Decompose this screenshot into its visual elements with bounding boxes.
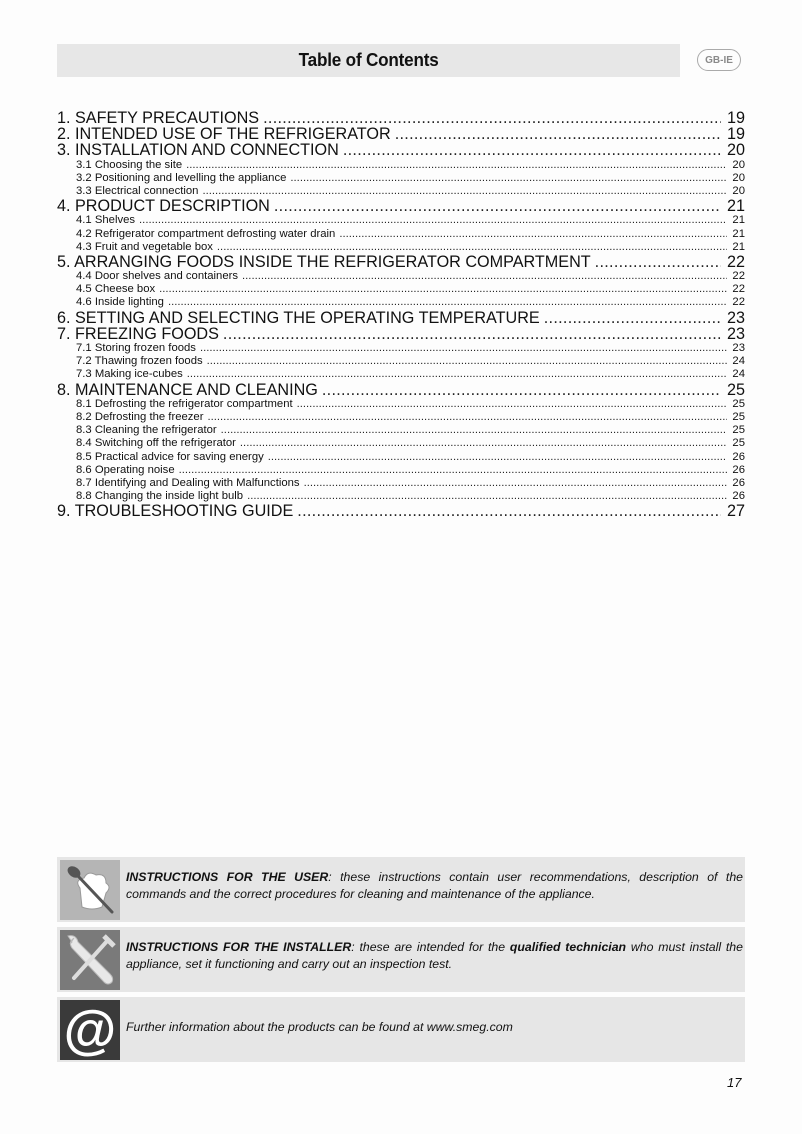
website-info-text: Further information about the products can be found at www.smeg.com bbox=[126, 1020, 513, 1034]
toc-page-number: 25 bbox=[726, 381, 745, 398]
toc-subsection[interactable] bbox=[57, 342, 745, 355]
toc-label: 3.2 Positioning and levelling the appliance bbox=[76, 171, 287, 184]
toc-page-number: 19 bbox=[726, 110, 745, 127]
toc-leader-dots bbox=[207, 355, 727, 368]
toc-subsection[interactable] bbox=[57, 172, 745, 185]
toc-leader-dots bbox=[200, 342, 727, 355]
installer-instructions-heading: INSTRUCTIONS FOR THE INSTALLER bbox=[126, 940, 352, 954]
toc-page-number: 20 bbox=[732, 158, 745, 171]
toc-label: 4.3 Fruit and vegetable box bbox=[76, 240, 213, 253]
table-of-contents bbox=[57, 110, 745, 519]
toc-section[interactable] bbox=[57, 310, 745, 326]
toc-subsection[interactable] bbox=[57, 477, 745, 490]
toc-subsection[interactable] bbox=[57, 398, 745, 411]
toc-page-number: 22 bbox=[732, 270, 745, 283]
qualified-technician-emphasis: qualified technician bbox=[509, 940, 627, 954]
installer-instructions-box bbox=[57, 927, 745, 992]
header-bar bbox=[57, 44, 680, 77]
toc-subsection[interactable] bbox=[57, 451, 745, 464]
toc-leader-dots bbox=[290, 172, 727, 185]
page-number: 17 bbox=[727, 1075, 742, 1090]
toc-leader-dots bbox=[240, 437, 727, 450]
toc-leader-dots bbox=[221, 424, 727, 437]
toc-label: 8.1 Defrosting the refrigerator compartment bbox=[76, 397, 293, 410]
toc-section[interactable] bbox=[57, 503, 745, 519]
toc-label: 9. TROUBLESHOOTING GUIDE bbox=[57, 503, 294, 520]
toc-page-number: 20 bbox=[732, 184, 745, 197]
user-instructions-body: : these instructions contain user recommendations, description of the commands and the correct procedures for cleaning and maintenance of the appliance. bbox=[126, 870, 743, 901]
toc-subsection[interactable] bbox=[57, 424, 745, 437]
toc-leader-dots bbox=[242, 270, 727, 283]
toc-section[interactable] bbox=[57, 198, 745, 214]
toc-leader-dots bbox=[322, 382, 721, 398]
user-instructions-heading: INSTRUCTIONS FOR THE USER bbox=[126, 870, 329, 884]
toc-subsection[interactable] bbox=[57, 411, 745, 424]
toc-label: 4.5 Cheese box bbox=[76, 283, 156, 296]
toc-page-number: 21 bbox=[732, 240, 745, 253]
user-instructions-box bbox=[57, 857, 745, 922]
toc-label: 7. FREEZING FOODS bbox=[57, 325, 219, 342]
toc-leader-dots bbox=[179, 464, 727, 477]
toc-page-number: 21 bbox=[732, 214, 745, 227]
toc-leader-dots bbox=[202, 185, 727, 198]
toc-leader-dots bbox=[395, 126, 721, 142]
toc-subsection[interactable] bbox=[57, 283, 745, 296]
toc-subsection[interactable] bbox=[57, 214, 745, 227]
toc-section[interactable] bbox=[57, 382, 745, 398]
toc-subsection[interactable] bbox=[57, 241, 745, 254]
toc-leader-dots bbox=[339, 228, 727, 241]
toc-label: 4.6 Inside lighting bbox=[76, 296, 164, 309]
toc-subsection[interactable] bbox=[57, 437, 745, 450]
toc-label: 7.3 Making ice-cubes bbox=[76, 368, 183, 381]
toc-label: 4.2 Refrigerator compartment defrosting water drain bbox=[76, 227, 336, 240]
toc-leader-dots bbox=[297, 503, 721, 519]
toc-page-number: 25 bbox=[732, 410, 745, 423]
toc-leader-dots bbox=[274, 198, 721, 214]
installer-text-part2: who must install the appliance, set it functioning and carry out an inspection test. bbox=[126, 940, 743, 971]
toc-label: 6. SETTING AND SELECTING THE OPERATING TEMPERATURE bbox=[57, 309, 540, 326]
toc-leader-dots bbox=[187, 368, 727, 381]
page-title: Table of Contents bbox=[298, 50, 439, 70]
toc-label: 5. ARRANGING FOODS INSIDE THE REFRIGERATOR COMPARTMENT bbox=[57, 253, 591, 271]
installer-instructions-text bbox=[120, 927, 745, 973]
toc-label: 1. SAFETY PRECAUTIONS bbox=[57, 110, 260, 127]
toc-section[interactable] bbox=[57, 126, 745, 142]
toc-page-number: 23 bbox=[726, 325, 745, 342]
toc-subsection[interactable] bbox=[57, 490, 745, 503]
toc-subsection[interactable] bbox=[57, 368, 745, 381]
toc-label: 4.1 Shelves bbox=[76, 214, 136, 227]
installer-text-part1: : these are intended for the bbox=[351, 940, 510, 954]
toc-section[interactable] bbox=[57, 110, 745, 126]
toc-page-number: 22 bbox=[732, 296, 745, 309]
toc-subsection[interactable] bbox=[57, 270, 745, 283]
at-sign-icon bbox=[60, 1000, 120, 1060]
toc-section[interactable] bbox=[57, 142, 745, 158]
toc-page-number: 22 bbox=[732, 283, 745, 296]
toc-page-number: 20 bbox=[732, 171, 745, 184]
toc-label: 8.6 Operating noise bbox=[76, 463, 175, 476]
toc-subsection[interactable] bbox=[57, 228, 745, 241]
toc-label: 8.8 Changing the inside light bulb bbox=[76, 490, 244, 503]
toc-page-number: 25 bbox=[732, 424, 745, 437]
toc-label: 8.3 Cleaning the refrigerator bbox=[76, 424, 217, 437]
toc-label: 8. MAINTENANCE AND CLEANING bbox=[57, 381, 318, 398]
toc-label: 8.5 Practical advice for saving energy bbox=[76, 450, 264, 463]
toc-page-number: 24 bbox=[732, 355, 745, 368]
toc-subsection[interactable] bbox=[57, 296, 745, 309]
toc-label: 3. INSTALLATION AND CONNECTION bbox=[57, 142, 339, 159]
toc-leader-dots bbox=[207, 411, 727, 424]
toc-label: 4. PRODUCT DESCRIPTION bbox=[57, 198, 270, 215]
toc-leader-dots bbox=[268, 451, 727, 464]
toc-label: 8.2 Defrosting the freezer bbox=[76, 410, 204, 423]
toc-leader-dots bbox=[139, 214, 727, 227]
toc-label: 8.4 Switching off the refrigerator bbox=[76, 437, 236, 450]
toc-page-number: 20 bbox=[726, 142, 745, 159]
toc-page-number: 26 bbox=[732, 450, 745, 463]
language-badge: GB-IE bbox=[697, 49, 741, 71]
toc-page-number: 24 bbox=[732, 368, 745, 381]
toc-label: 7.2 Thawing frozen foods bbox=[76, 355, 203, 368]
toc-label: 3.1 Choosing the site bbox=[76, 158, 183, 171]
toc-leader-dots bbox=[168, 296, 727, 309]
user-instructions-text bbox=[120, 857, 745, 903]
toc-label: 4.4 Door shelves and containers bbox=[76, 270, 239, 283]
toc-leader-dots bbox=[186, 159, 727, 172]
toc-label: 2. INTENDED USE OF THE REFRIGERATOR bbox=[57, 126, 391, 143]
toc-page-number: 25 bbox=[732, 437, 745, 450]
toc-leader-dots bbox=[263, 110, 721, 126]
toc-page-number: 25 bbox=[732, 397, 745, 410]
toc-leader-dots bbox=[343, 142, 721, 158]
toc-leader-dots bbox=[217, 241, 727, 254]
toc-page-number: 26 bbox=[732, 476, 745, 489]
toc-leader-dots bbox=[159, 283, 727, 296]
toc-subsection[interactable] bbox=[57, 355, 745, 368]
toc-page-number: 23 bbox=[726, 309, 745, 326]
toc-leader-dots bbox=[544, 310, 721, 326]
toc-leader-dots bbox=[247, 490, 727, 503]
toc-leader-dots bbox=[297, 398, 727, 411]
toc-page-number: 26 bbox=[732, 490, 745, 503]
toc-section[interactable] bbox=[57, 254, 745, 270]
toc-subsection[interactable] bbox=[57, 159, 745, 172]
toc-page-number: 21 bbox=[732, 227, 745, 240]
toc-page-number: 21 bbox=[726, 198, 745, 215]
toc-subsection[interactable] bbox=[57, 185, 745, 198]
toc-page-number: 19 bbox=[726, 126, 745, 143]
toc-subsection[interactable] bbox=[57, 464, 745, 477]
wrench-screwdriver-icon bbox=[60, 930, 120, 990]
spoon-chef-hat-icon bbox=[60, 860, 120, 920]
website-info-box bbox=[57, 997, 745, 1062]
toc-page-number: 22 bbox=[726, 253, 745, 271]
toc-label: 3.3 Electrical connection bbox=[76, 184, 199, 197]
svg-text:@: @ bbox=[63, 1000, 117, 1060]
toc-section[interactable] bbox=[57, 326, 745, 342]
toc-label: 7.1 Storing frozen foods bbox=[76, 342, 196, 354]
toc-label: 8.7 Identifying and Dealing with Malfunctions bbox=[76, 476, 300, 489]
toc-page-number: 23 bbox=[732, 342, 745, 354]
toc-page-number: 26 bbox=[732, 463, 745, 476]
toc-leader-dots bbox=[223, 326, 721, 342]
toc-leader-dots bbox=[304, 477, 727, 490]
toc-leader-dots bbox=[595, 254, 721, 270]
toc-page-number: 27 bbox=[726, 503, 745, 520]
